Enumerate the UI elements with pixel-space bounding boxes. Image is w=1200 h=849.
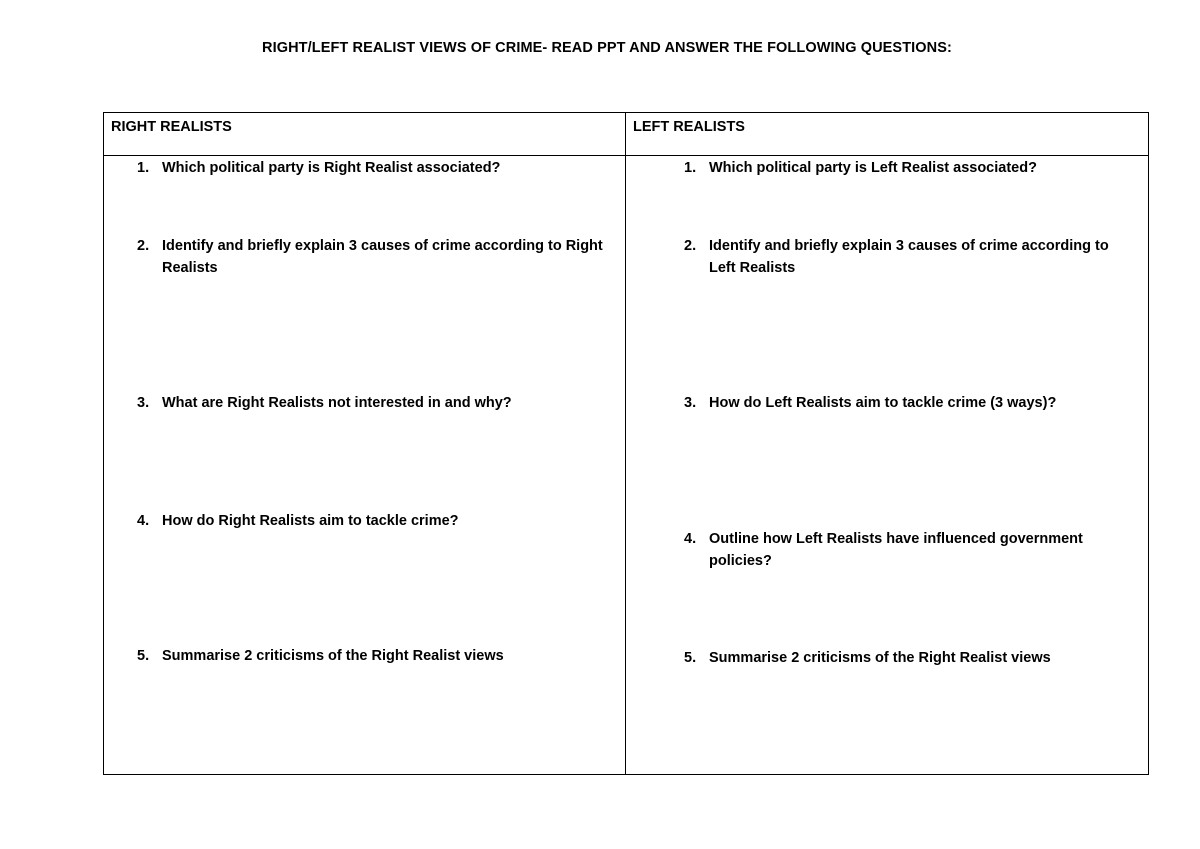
left-question-1 bbox=[684, 157, 1124, 179]
left-question-2 bbox=[684, 235, 1124, 279]
worksheet-table bbox=[103, 112, 1149, 775]
left-question-5 bbox=[684, 647, 1124, 669]
question-text: How do Left Realists aim to tackle crime (3 ways)? bbox=[709, 395, 1057, 411]
question-text: Outline how Left Realists have influenced government policies? bbox=[709, 531, 1083, 569]
question-number: 5. bbox=[137, 648, 150, 664]
left-question-3 bbox=[684, 392, 1124, 414]
question-text: Which political party is Left Realist associated? bbox=[709, 160, 1037, 176]
question-text: Identify and briefly explain 3 causes of crime according to Right Realists bbox=[162, 238, 603, 276]
question-text: How do Right Realists aim to tackle crime? bbox=[162, 513, 459, 529]
question-number: 1. bbox=[137, 160, 150, 176]
right-question-1 bbox=[137, 157, 617, 179]
right-question-5 bbox=[137, 645, 617, 667]
question-number: 3. bbox=[684, 395, 697, 411]
question-number: 4. bbox=[684, 531, 697, 547]
header-divider bbox=[104, 155, 1148, 156]
right-realists-header: RIGHT REALISTS bbox=[111, 119, 232, 135]
question-number: 3. bbox=[137, 395, 150, 411]
left-question-4 bbox=[684, 528, 1124, 572]
question-text: Summarise 2 criticisms of the Right Realist views bbox=[709, 650, 1051, 666]
column-divider bbox=[625, 113, 626, 774]
question-number: 1. bbox=[684, 160, 697, 176]
right-question-3 bbox=[137, 392, 617, 414]
question-text: Summarise 2 criticisms of the Right Realist views bbox=[162, 648, 504, 664]
right-question-4 bbox=[137, 510, 617, 532]
right-question-2 bbox=[137, 235, 617, 279]
question-number: 2. bbox=[137, 238, 150, 254]
question-text: Identify and briefly explain 3 causes of crime according to Left Realists bbox=[709, 238, 1109, 276]
question-text: Which political party is Right Realist associated? bbox=[162, 160, 501, 176]
page-title: RIGHT/LEFT REALIST VIEWS OF CRIME- READ PPT AND ANSWER THE FOLLOWING QUESTIONS: bbox=[262, 40, 952, 56]
left-realists-header: LEFT REALISTS bbox=[633, 119, 745, 135]
question-number: 5. bbox=[684, 650, 697, 666]
question-number: 4. bbox=[137, 513, 150, 529]
question-text: What are Right Realists not interested in and why? bbox=[162, 395, 512, 411]
question-number: 2. bbox=[684, 238, 697, 254]
